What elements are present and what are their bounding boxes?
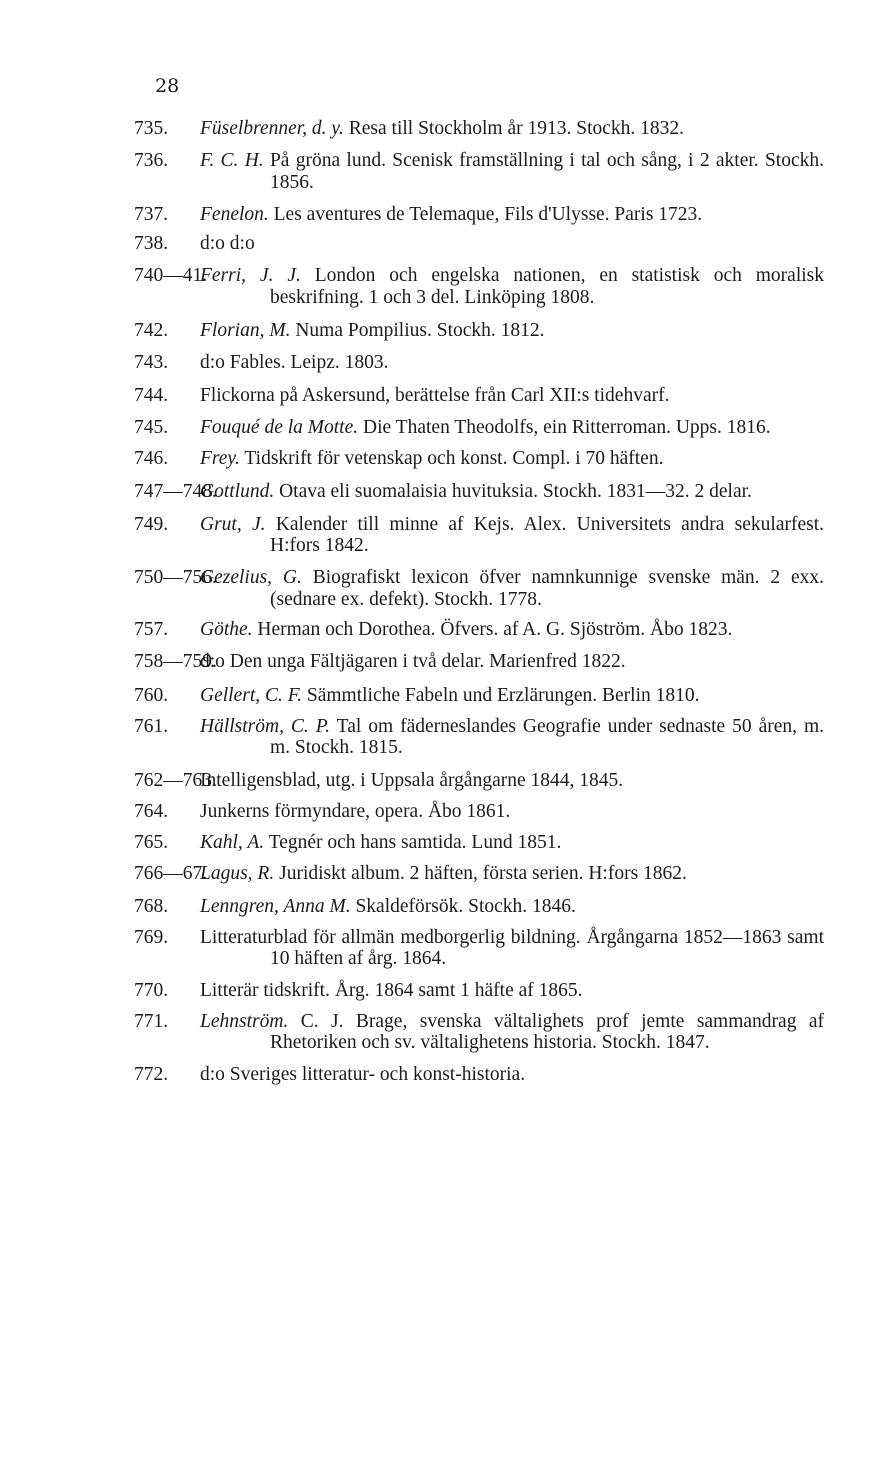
entry-text	[134, 619, 824, 640]
entry-text	[134, 927, 824, 970]
entry-number: 758—759.	[134, 651, 217, 673]
entry-text	[134, 685, 824, 706]
catalog-entry	[134, 801, 824, 822]
entry-number: 738.	[134, 233, 169, 255]
entry-description: Die Thaten Theodolfs, ein Ritterroman. Upps. 1816.	[363, 416, 771, 438]
entry-number: 768.	[134, 895, 169, 917]
catalog-entry	[134, 204, 824, 225]
entry-number: 762—763.	[134, 769, 217, 791]
entry-text	[134, 352, 824, 373]
entry-text	[134, 716, 824, 759]
entry-number: 765.	[134, 832, 169, 854]
catalog-entry	[134, 685, 824, 706]
entry-description: Intelligensblad, utg. i Uppsala årgångarne 1844, 1845.	[200, 769, 624, 791]
entry-number: 743.	[134, 352, 169, 374]
entry-description: Sämmtliche Fabeln und Erzlärungen. Berlin 1810.	[306, 684, 700, 706]
entry-author: Ferri, J. J.	[200, 265, 301, 287]
entry-text	[134, 514, 824, 557]
entry-author: Fouqué de la Motte.	[200, 416, 359, 438]
entry-number: 749.	[134, 513, 169, 535]
entry-description: Tidskrift för vetenskap och konst. Compl. i 70 häften.	[244, 448, 664, 470]
entry-description: Kalender till minne af Kejs. Alex. Universitets andra sekularfest. H:fors 1842.	[270, 513, 824, 557]
entry-text	[134, 150, 824, 193]
entry-text	[134, 896, 824, 917]
entry-text	[134, 863, 824, 884]
entry-description: På gröna lund. Scenisk framställning i tal och sång, i 2 akter. Stockh. 1856.	[269, 150, 824, 193]
catalog-entry	[134, 481, 824, 502]
entry-number: 735.	[134, 118, 169, 139]
entry-description: London och engelska nationen, en statistisk och moralisk beskrifning. 1 och 3 del. Linköping 1808.	[270, 265, 825, 308]
entry-text	[134, 567, 824, 610]
entry-description: d:o Fables. Leipz. 1803.	[200, 352, 389, 374]
entry-number: 764.	[134, 800, 169, 822]
entry-text	[134, 980, 824, 1001]
entry-number: 772.	[134, 1063, 169, 1085]
entry-author: Lehnström.	[200, 1010, 289, 1032]
entry-author: Florian, M.	[200, 320, 291, 342]
entry-number: 746.	[134, 448, 169, 470]
entry-author: Grut, J.	[200, 513, 266, 535]
catalog-entry	[134, 514, 824, 557]
entry-description: Herman och Dorothea. Öfvers. af A. G. Sjöström. Åbo 1823.	[257, 619, 733, 641]
entry-text	[134, 118, 824, 139]
catalog-entry	[134, 385, 824, 406]
catalog-entry	[134, 1011, 824, 1054]
entry-author: F. C. H.	[200, 150, 264, 172]
entry-description: Resa till Stockholm år 1913. Stockh. 1832.	[348, 118, 685, 139]
catalog-entry	[134, 150, 824, 193]
entry-author: Lagus, R.	[200, 863, 275, 885]
entry-number: 742.	[134, 320, 169, 342]
entry-number: 766—67.	[134, 863, 208, 885]
entry-description: Otava eli suomalaisia huvituksia. Stockh. 1831—32. 2 delar.	[279, 480, 752, 502]
entry-number: 750—756.	[134, 567, 217, 589]
catalog-entry	[134, 896, 824, 917]
entry-number: 757.	[134, 619, 169, 641]
entry-number: 770.	[134, 979, 169, 1001]
entry-number: 769.	[134, 927, 169, 949]
entry-author: Gellert, C. F.	[200, 684, 303, 706]
entry-author: Kahl, A.	[200, 832, 265, 854]
entry-number: 737.	[134, 203, 169, 225]
page-number: 28	[155, 75, 180, 97]
entry-number: 736.	[134, 150, 169, 172]
entry-number: 771.	[134, 1010, 169, 1032]
catalog-entry	[134, 770, 824, 791]
catalog-entry	[134, 832, 824, 853]
catalog-entry	[134, 448, 824, 469]
entry-text	[134, 481, 824, 502]
catalog-entry	[134, 1064, 824, 1085]
catalog-entry	[134, 567, 824, 610]
entry-description: d:o Den unga Fältjägaren i två delar. Marienfred 1822.	[200, 651, 626, 673]
entry-text	[134, 265, 824, 308]
entry-number: 760.	[134, 684, 169, 706]
entry-text	[134, 651, 824, 672]
catalog-entry	[134, 265, 824, 308]
entry-description: Tal om fäderneslandes Geografie under sednaste 50 åren, m. m. Stockh. 1815.	[270, 715, 825, 759]
entry-author: Hällström, C. P.	[200, 715, 331, 737]
catalog-entry	[134, 619, 824, 640]
entry-author: Göthe.	[200, 619, 253, 641]
entry-text	[134, 801, 824, 822]
entry-description: Litteraturblad för allmän medborgerlig bildning. Årgångarna 1852—1863 samt 10 häften af årg. 1864.	[200, 927, 824, 970]
entry-text	[134, 320, 824, 341]
entry-text	[134, 1011, 824, 1054]
entry-description: Juridiskt album. 2 häften, första serien. H:fors 1862.	[279, 863, 687, 885]
entry-author: Füselbrenner, d. y.	[200, 118, 344, 139]
entry-description: Junkerns förmyndare, opera. Åbo 1861.	[200, 800, 511, 822]
entry-description: d:o Sveriges litteratur- och konst-historia.	[200, 1063, 526, 1085]
catalog-entry	[134, 927, 824, 970]
entry-text	[134, 204, 824, 225]
entry-description: Biografiskt lexicon öfver namnkunnige svenske män. 2 exx. (sednare ex. defekt). Stockh. 1778.	[270, 567, 825, 610]
catalog-entry	[134, 716, 824, 759]
entry-author: Frey.	[200, 448, 240, 470]
catalog-entry	[134, 980, 824, 1001]
catalog-entry	[134, 863, 824, 884]
entry-author: Gezelius, G.	[200, 567, 302, 589]
entry-description: d:o d:o	[200, 233, 255, 255]
entry-description: Numa Pompilius. Stockh. 1812.	[295, 320, 545, 342]
catalog-entry	[134, 233, 824, 254]
catalog-entry	[134, 651, 824, 672]
entry-description: Litterär tidskrift. Årg. 1864 samt 1 häfte af 1865.	[200, 979, 583, 1001]
entry-text	[134, 1064, 824, 1085]
entry-list	[134, 118, 824, 1085]
entry-number: 761.	[134, 715, 169, 737]
entry-text	[134, 448, 824, 469]
entry-description: C. J. Brage, svenska vältalighets prof jemte sammandrag af Rhetoriken och sv. vältalighetens historia. Stockh. 1847.	[270, 1010, 825, 1054]
entry-description: Skaldeförsök. Stockh. 1846.	[355, 895, 576, 917]
catalog-entry	[134, 320, 824, 341]
entry-number: 747—748.	[134, 480, 217, 502]
entry-author: Gottlund.	[200, 480, 275, 502]
entry-text	[134, 233, 824, 254]
catalog-entry	[134, 118, 824, 139]
entry-description: Les aventures de Telemaque, Fils d'Ulysse. Paris 1723.	[273, 203, 703, 225]
entry-text	[134, 385, 824, 406]
entry-number: 745.	[134, 416, 169, 438]
entry-author: Lenngren, Anna M.	[200, 895, 351, 917]
entry-author: Fenelon.	[200, 203, 269, 225]
entry-description: Tegnér och hans samtida. Lund 1851.	[268, 832, 562, 854]
entry-number: 740—41.	[134, 265, 208, 287]
catalog-entry	[134, 417, 824, 438]
catalog-entry	[134, 352, 824, 373]
entry-text	[134, 832, 824, 853]
entry-number: 744.	[134, 384, 169, 406]
entry-description: Flickorna på Askersund, berättelse från Carl XII:s tidehvarf.	[200, 384, 670, 406]
entry-text	[134, 417, 824, 438]
entry-text	[134, 770, 824, 791]
